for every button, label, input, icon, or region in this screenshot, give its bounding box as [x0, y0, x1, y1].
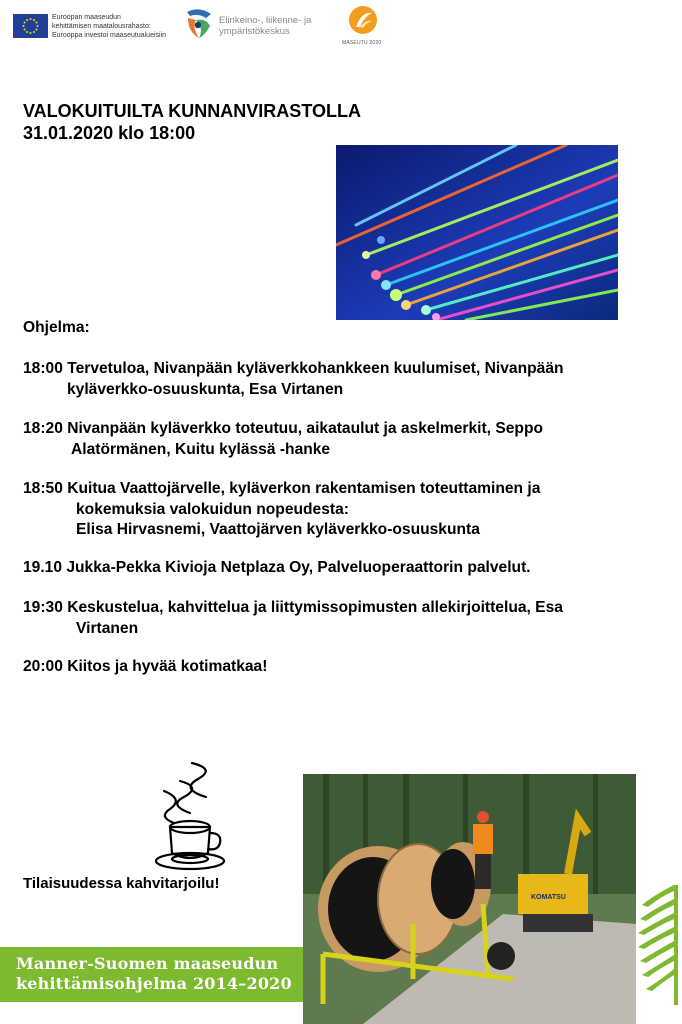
programme-name-line1: Manner-Suomen maaseudun — [16, 954, 279, 973]
program-item-3 — [23, 479, 653, 541]
program-item-2 — [23, 419, 653, 460]
coffee-cup-icon — [150, 757, 228, 879]
program-item-text: Elisa Hirvasnemi, Vaattojärven kyläverkko-osuuskunta — [76, 521, 480, 538]
fiber-optic-image — [336, 145, 618, 320]
event-datetime: 31.01.2020 klo 18:00 — [23, 123, 196, 143]
program-heading: Ohjelma: — [23, 319, 90, 336]
program-item-1 — [23, 359, 653, 400]
fern-decoration — [634, 885, 682, 1005]
maaseutu-text: MASEUTU 2020 — [342, 40, 382, 46]
program-item-text: 20:00 Kiitos ja hyvää kotimatkaa! — [23, 658, 268, 675]
program-item-text: 18:50 Kuitua Vaattojärvelle, kyläverkon rakentamisen toteuttaminen ja — [23, 480, 541, 497]
eu-fund-text: Euroopan maaseudun kehittämisen maatalousrahasto: Eurooppa investoi maaseutualueisiin — [52, 14, 167, 39]
programme-name-line2: kehittämisohjelma 2014–2020 — [16, 974, 292, 993]
maaseutu-logo — [348, 5, 378, 35]
program-item-text: 18:20 Nivanpään kyläverkko toteutuu, aikataulut ja askelmerkit, Seppo — [23, 420, 543, 437]
program-item-text: 18:00 Tervetuloa, Nivanpään kyläverkkohankkeen kuulumiset, Nivanpään — [23, 360, 564, 377]
program-item-6 — [23, 657, 653, 678]
cable-reel-photo — [303, 774, 636, 1024]
program-item-text: 19.10 Jukka-Pekka Kivioja Netplaza Oy, Palveluoperaattorin palvelut. — [23, 559, 531, 576]
eu-flag-logo — [13, 14, 48, 38]
coffee-note: Tilaisuudessa kahvitarjoilu! — [23, 875, 220, 892]
reel-brand-text: KOMATSU — [531, 894, 566, 901]
program-item-text: kyläverkko-osuuskunta, Esa Virtanen — [67, 380, 344, 398]
program-item-text: 19:30 Keskustelua, kahvittelua ja liittymissopimusten allekirjoittelua, Esa — [23, 599, 563, 616]
program-item-4 — [23, 558, 653, 579]
program-item-text: Alatörmänen, Kuitu kylässä -hanke — [71, 440, 331, 458]
ely-centre-logo — [184, 8, 214, 40]
program-item-text: Virtanen — [76, 619, 139, 637]
program-item-text: kokemuksia valokuidun nopeudesta: — [76, 500, 349, 518]
event-title: VALOKUITUILTA KUNNANVIRASTOLLA — [23, 101, 361, 121]
ely-centre-text: Elinkeino-, liikenne- ja ympäristökeskus — [219, 15, 312, 37]
program-item-5 — [23, 598, 653, 639]
